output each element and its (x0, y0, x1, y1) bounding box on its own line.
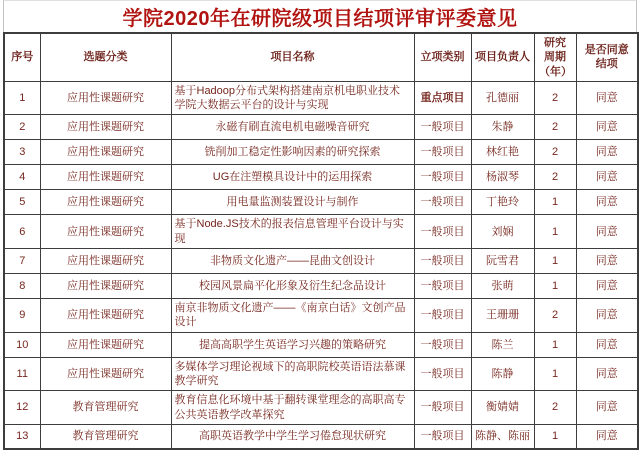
cell-type: 一般项目 (414, 274, 471, 299)
cell-name: 铣削加工稳定性影响因素的研究探索 (171, 140, 414, 165)
project-review-table (3, 32, 639, 450)
cell-no: 4 (4, 165, 40, 190)
table-row (4, 274, 638, 299)
cell-name: 用电量监测装置设计与制作 (171, 190, 414, 215)
table-row (4, 165, 638, 190)
cell-type: 一般项目 (414, 115, 471, 140)
cell-category: 应用性课题研究 (40, 190, 171, 215)
column-header-leader: 项目负责人 (471, 33, 534, 81)
cell-agree: 同意 (576, 215, 638, 249)
cell-type: 一般项目 (414, 140, 471, 165)
cell-agree: 同意 (576, 424, 638, 449)
column-header-name: 项目名称 (171, 33, 414, 81)
cell-period: 2 (534, 140, 576, 165)
column-header-agree (576, 33, 638, 81)
table-row (4, 115, 638, 140)
cell-name: 校园风景扁平化形象及衍生纪念品设计 (171, 274, 414, 299)
cell-period: 1 (534, 249, 576, 274)
cell-no: 8 (4, 274, 40, 299)
page-title: 学院2020年在研院级项目结项评审评委意见 (122, 8, 518, 30)
cell-leader: 朱静 (471, 115, 534, 140)
cell-type: 一般项目 (414, 299, 471, 333)
cell-period: 1 (534, 332, 576, 357)
cell-type: 一般项目 (414, 332, 471, 357)
cell-period: 1 (534, 215, 576, 249)
table-row (4, 357, 638, 391)
cell-period: 2 (534, 81, 576, 115)
cell-no: 9 (4, 299, 40, 333)
cell-no: 12 (4, 391, 40, 425)
cell-name: 多媒体学习理论视域下的高职院校英语语法慕课教学研究 (171, 357, 414, 391)
cell-category: 教育管理研究 (40, 391, 171, 425)
table-row (4, 332, 638, 357)
table-row (4, 81, 638, 115)
table-body (4, 81, 638, 449)
cell-no: 2 (4, 115, 40, 140)
column-header-agree-label: 是否同意结项 (584, 44, 629, 71)
cell-category: 应用性课题研究 (40, 115, 171, 140)
cell-no: 11 (4, 357, 40, 391)
cell-type: 一般项目 (414, 424, 471, 449)
cell-category: 应用性课题研究 (40, 357, 171, 391)
cell-type: 一般项目 (414, 249, 471, 274)
cell-type: 一般项目 (414, 190, 471, 215)
cell-name: 教育信息化环境中基于翻转课堂理念的高职高专公共英语教学改革探究 (171, 391, 414, 425)
cell-name: 提高高职学生英语学习兴趣的策略研究 (171, 332, 414, 357)
cell-leader: 丁艳玲 (471, 190, 534, 215)
cell-agree: 同意 (576, 140, 638, 165)
cell-period: 1 (534, 424, 576, 449)
cell-agree: 同意 (576, 274, 638, 299)
cell-category: 应用性课题研究 (40, 332, 171, 357)
cell-name: 非物质文化遗产——昆曲文创设计 (171, 249, 414, 274)
cell-agree: 同意 (576, 332, 638, 357)
cell-period: 2 (534, 391, 576, 425)
cell-leader: 林红艳 (471, 140, 534, 165)
cell-agree: 同意 (576, 391, 638, 425)
cell-period: 2 (534, 165, 576, 190)
cell-leader: 陈兰 (471, 332, 534, 357)
cell-name: 高职英语教学中学生学习倦怠现状研究 (171, 424, 414, 449)
cell-name: 永磁有刷直流电机电磁噪音研究 (171, 115, 414, 140)
cell-category: 应用性课题研究 (40, 81, 171, 115)
cell-no: 10 (4, 332, 40, 357)
cell-name: 南京非物质文化遗产——《南京白话》文创产品设计 (171, 299, 414, 333)
cell-type: 一般项目 (414, 165, 471, 190)
cell-period: 2 (534, 115, 576, 140)
cell-type: 一般项目 (414, 391, 471, 425)
cell-type: 重点项目 (414, 81, 471, 115)
table-row (4, 299, 638, 333)
table-row (4, 391, 638, 425)
table-row (4, 424, 638, 449)
cell-category: 应用性课题研究 (40, 249, 171, 274)
column-header-category: 选题分类 (40, 33, 171, 81)
cell-leader: 阮雪君 (471, 249, 534, 274)
review-sheet (3, 0, 637, 450)
cell-agree: 同意 (576, 249, 638, 274)
table-row (4, 190, 638, 215)
column-header-no: 序号 (4, 33, 40, 81)
cell-name: 基于Node.JS技术的报表信息管理平台设计与实现 (171, 215, 414, 249)
table-row (4, 215, 638, 249)
cell-no: 7 (4, 249, 40, 274)
cell-agree: 同意 (576, 357, 638, 391)
table-header-row (4, 33, 638, 81)
cell-category: 应用性课题研究 (40, 299, 171, 333)
cell-period: 1 (534, 357, 576, 391)
column-header-period (534, 33, 576, 81)
cell-leader: 杨淑琴 (471, 165, 534, 190)
column-header-type: 立项类别 (414, 33, 471, 81)
cell-leader: 衡婧婧 (471, 391, 534, 425)
cell-period: 2 (534, 299, 576, 333)
cell-leader: 孔德丽 (471, 81, 534, 115)
cell-leader: 王珊珊 (471, 299, 534, 333)
cell-no: 13 (4, 424, 40, 449)
cell-period: 1 (534, 274, 576, 299)
cell-name: 基于Hadoop分布式架构搭建南京机电职业技术学院大数据云平台的设计与实现 (171, 81, 414, 115)
cell-category: 应用性课题研究 (40, 165, 171, 190)
cell-category: 教育管理研究 (40, 424, 171, 449)
cell-leader: 陈静 (471, 357, 534, 391)
table-row (4, 140, 638, 165)
document-title-row (3, 0, 637, 32)
column-header-period-label: 研究周期（年） (539, 37, 572, 78)
cell-no: 5 (4, 190, 40, 215)
cell-leader: 陈静、陈丽 (471, 424, 534, 449)
cell-type: 一般项目 (414, 215, 471, 249)
table-row (4, 249, 638, 274)
cell-agree: 同意 (576, 81, 638, 115)
cell-agree: 同意 (576, 299, 638, 333)
cell-no: 6 (4, 215, 40, 249)
cell-type: 一般项目 (414, 357, 471, 391)
cell-leader: 刘娴 (471, 215, 534, 249)
cell-category: 应用性课题研究 (40, 274, 171, 299)
cell-period: 1 (534, 190, 576, 215)
cell-name: UG在注塑模具设计中的运用探索 (171, 165, 414, 190)
cell-category: 应用性课题研究 (40, 215, 171, 249)
cell-category: 应用性课题研究 (40, 140, 171, 165)
cell-agree: 同意 (576, 190, 638, 215)
cell-no: 3 (4, 140, 40, 165)
cell-agree: 同意 (576, 165, 638, 190)
cell-leader: 张萌 (471, 274, 534, 299)
cell-agree: 同意 (576, 115, 638, 140)
cell-no: 1 (4, 81, 40, 115)
